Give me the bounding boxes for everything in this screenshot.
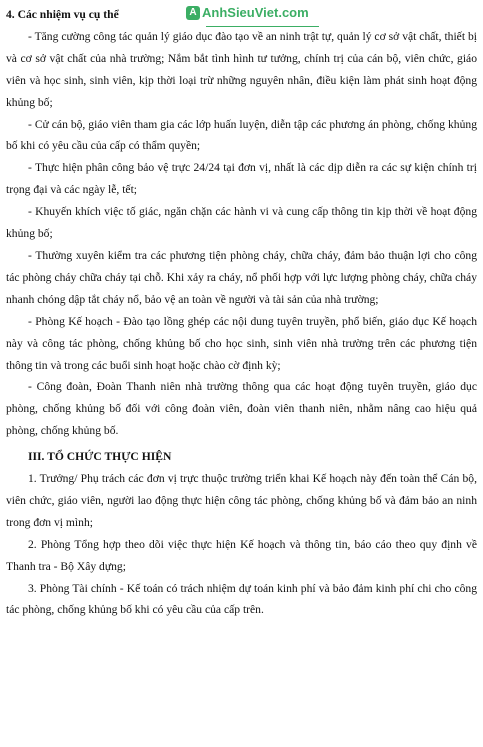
section-4-paragraph-2: - Cử cán bộ, giáo viên tham gia các lớp huấn luyện, diễn tập các phương án phòng, chống khủng bố khi có yêu cầu của cấp có thẩm quyền; (6, 117, 477, 153)
section-4-paragraph-6: - Phòng Kế hoạch - Đào tạo lồng ghép các nội dung tuyên truyền, phổ biến, giáo dục Kế hoạch này và công tác phòng, chống khủng bố cho học sinh, sinh viên nhà trường trên các phương tiện thông tin và trong các buổi sinh hoạt hoặc chào cờ định kỳ; (6, 314, 477, 372)
logo-icon: A (186, 6, 200, 20)
section-4-heading: 4. Các nhiệm vụ cụ thể (6, 8, 119, 21)
section-3-heading: III. TỔ CHỨC THỰC HIỆN (28, 450, 172, 464)
watermark-logo (186, 2, 309, 24)
section-4-paragraph-3: - Thực hiện phân công bảo vệ trực 24/24 tại đơn vị, nhất là các dịp diễn ra các sự kiện chính trị trọng đại và các ngày lễ, tết; (6, 161, 477, 197)
section-3-paragraph-2: 2. Phòng Tổng hợp theo dõi việc thực hiện Kế hoạch và thông tin, báo cáo theo quy định về Thanh tra - Bộ Xây dựng; (6, 537, 477, 573)
watermark-underline (206, 26, 319, 27)
section-3-paragraph-3: 3. Phòng Tài chính - Kế toán có trách nhiệm dự toán kinh phí và bảo đảm kinh phí chi cho công tác phòng, chống khủng bố khi có yêu cầu của cấp trên. (6, 581, 477, 617)
section-3-paragraph-1: 1. Trưởng/ Phụ trách các đơn vị trực thuộc trường triển khai Kế hoạch này đến toàn thể Cán bộ, viên chức, giáo viên, người lao động thực hiện công tác phòng, chống khủng bố và đảm bảo an ninh trong đơn vị mình; (6, 472, 477, 529)
section-4-paragraph-7: - Công đoàn, Đoàn Thanh niên nhà trường thông qua các hoạt động tuyên truyền, giáo dục phòng, chống khủng bố đối với công đoàn viên, đoàn viên thanh niên, nhằm nâng cao hiệu quả phòng, chống khủng bố. (6, 380, 477, 438)
section-4-paragraph-1: - Tăng cường công tác quản lý giáo dục đào tạo về an ninh trật tự, quản lý cơ sở vật chất, thiết bị và cơ sở vật chất của nhà trường; Nắm bắt tình hình tư tưởng, chính trị của cán bộ, viên chức, giáo viên và học sinh, sinh viên, kịp thời loại trừ những nguyên nhân, điều kiện làm phát sinh hoạt động khủng bố; (6, 29, 477, 109)
section-4-paragraph-5: - Thường xuyên kiểm tra các phương tiện phòng cháy, chữa cháy, đảm bảo thuận lợi cho công tác phòng cháy chữa cháy tại chỗ. Khi xảy ra cháy, nổ phối hợp với lực lượng phòng cháy, chữa cháy nhanh chóng dập tắt cháy nổ, bảo vệ an toàn về người và tài sản của nhà trường; (6, 248, 477, 306)
section-4-paragraph-4: - Khuyến khích việc tố giác, ngăn chặn các hành vi và cung cấp thông tin kịp thời về hoạt động khủng bố; (6, 205, 477, 241)
watermark-text: AnhSieuViet.com (202, 5, 309, 20)
